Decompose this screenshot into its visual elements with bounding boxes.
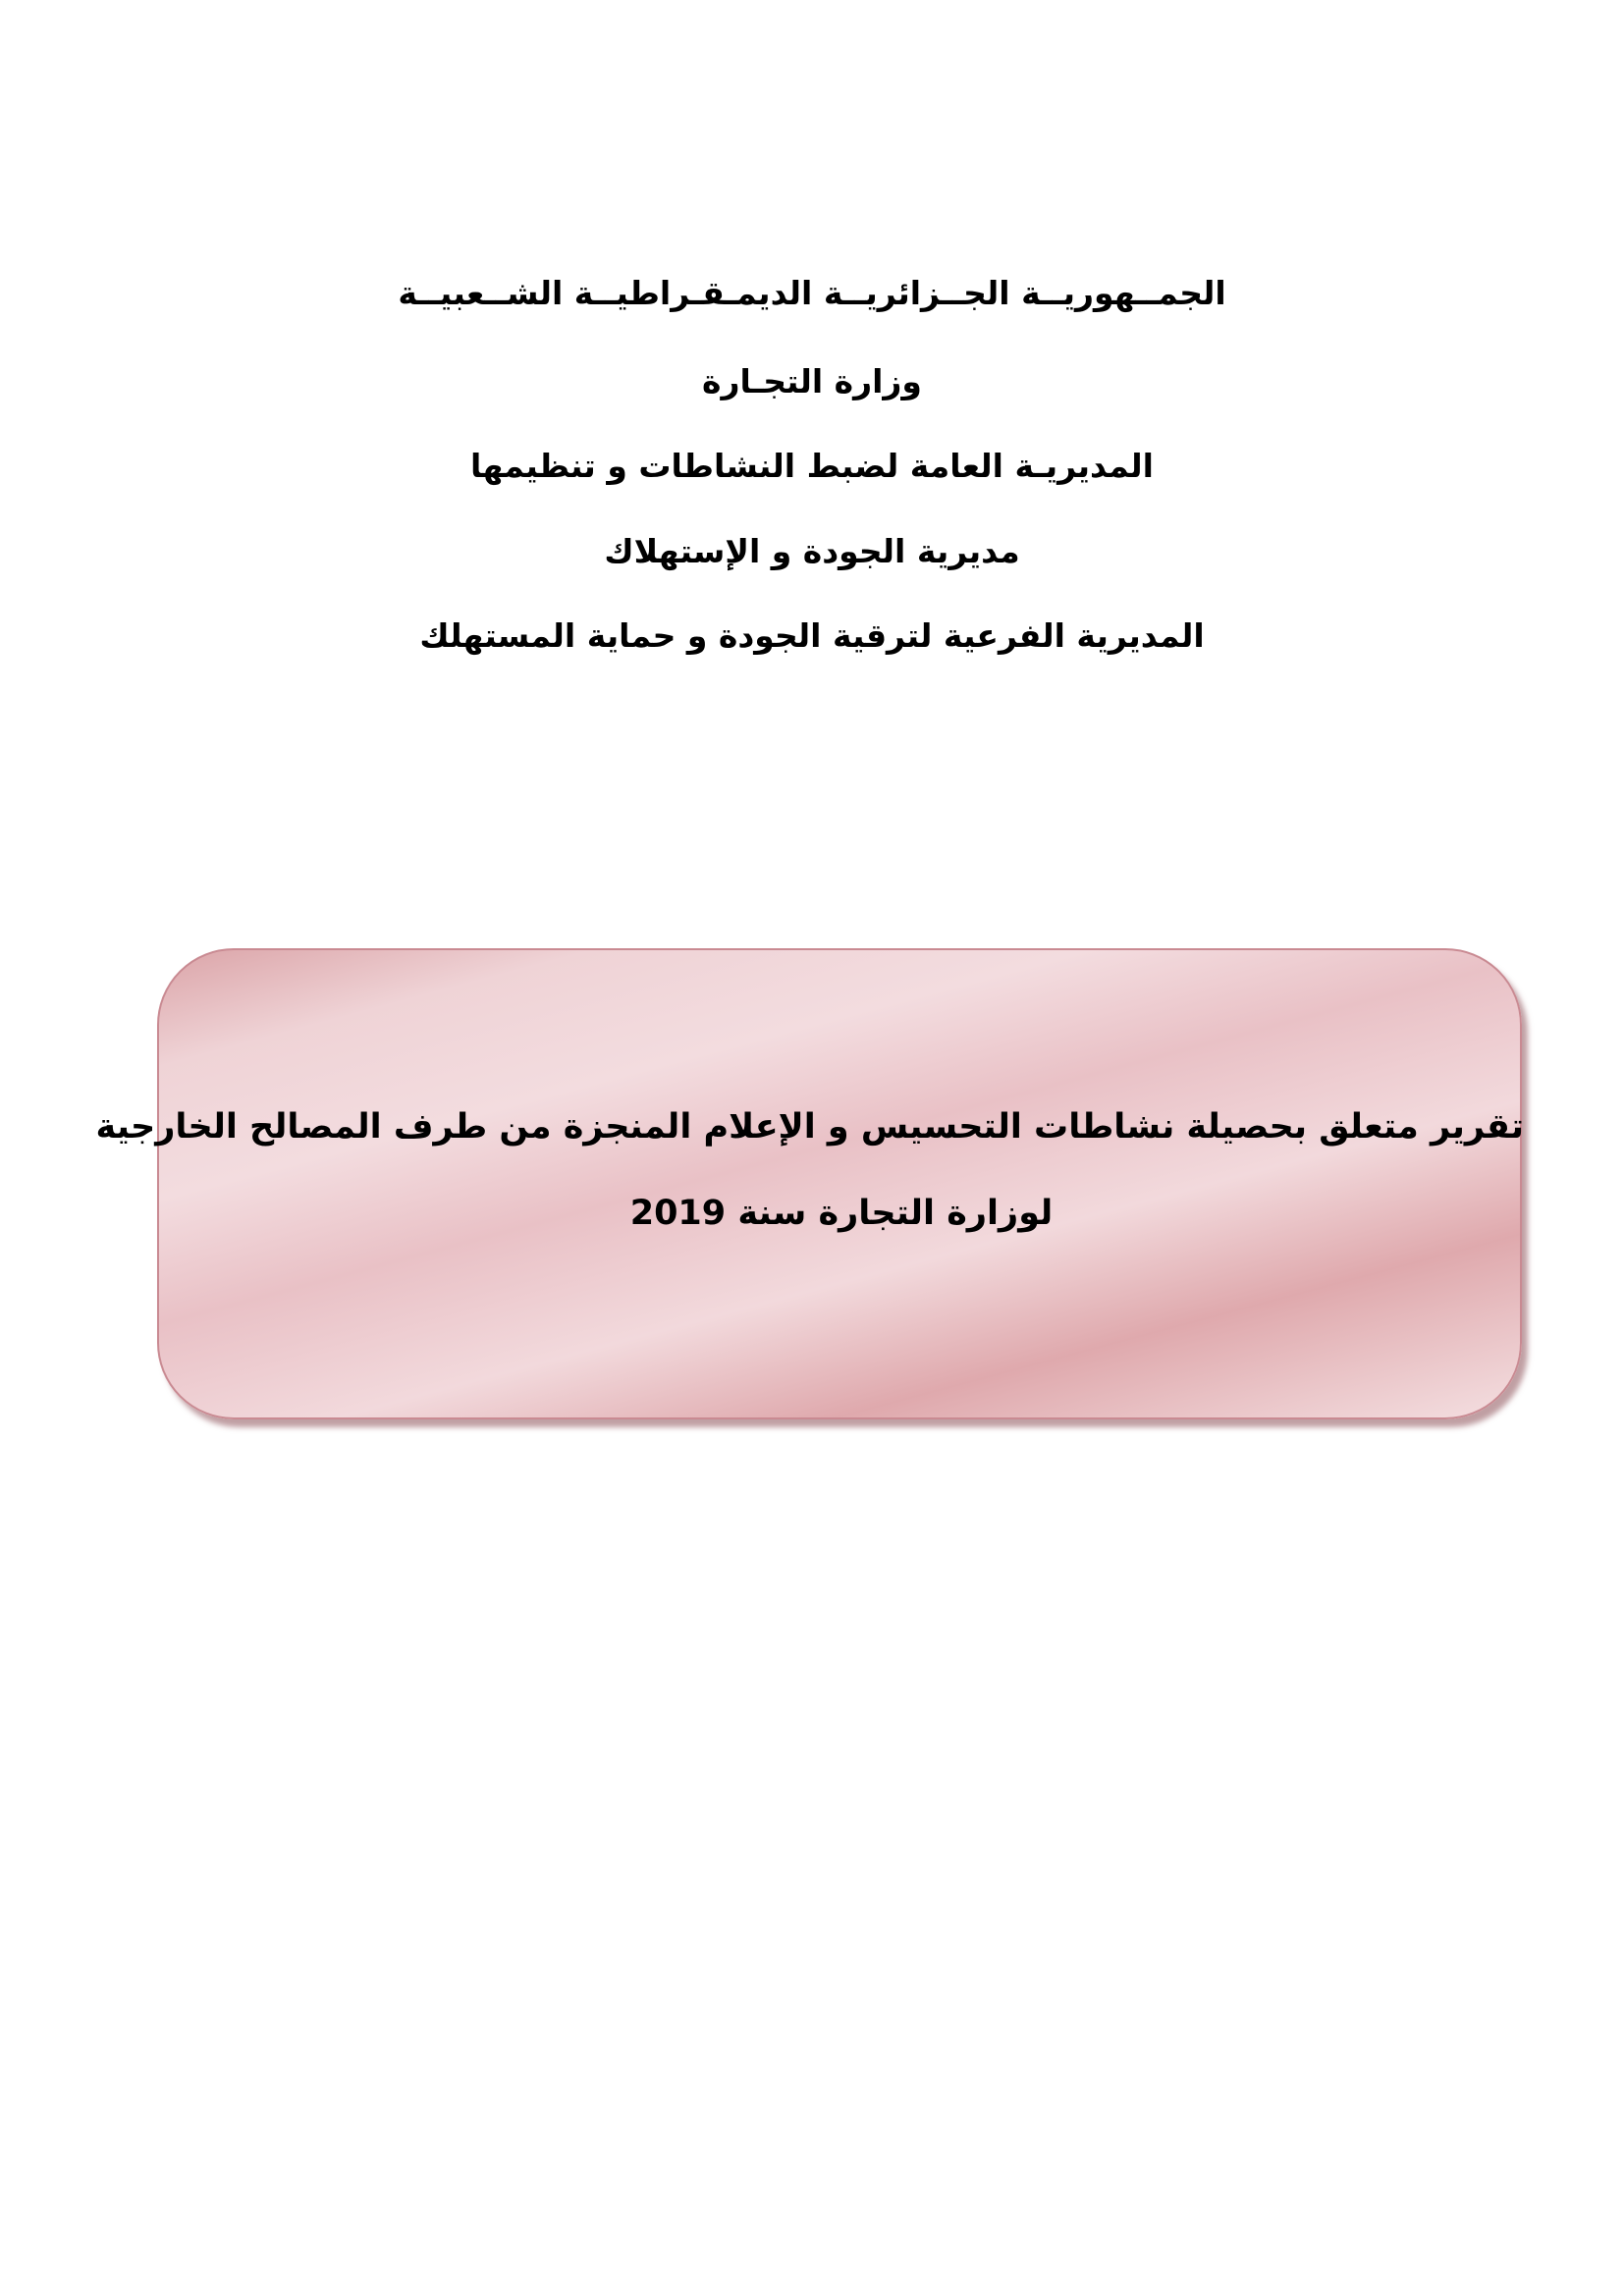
directorate-general-name: المديريـة العامة لضبط النشاطات و تنظيمها <box>470 447 1154 485</box>
report-title-box <box>95 948 1524 1419</box>
report-title: تقرير متعلق بحصيلة نشاطات التحسيس و الإعلام المنجزة من طرف المصالح الخارجية <box>95 1107 1524 1147</box>
directorate-name: مديرية الجودة و الإستهلاك <box>604 532 1020 570</box>
report-subtitle: لوزارة التجارة سنة 2019 <box>629 1194 1054 1233</box>
country-name: الجمــهوريــة الجــزائريــة الديمـقـراطيــة الشــعبيــة <box>398 274 1226 312</box>
ministry-name: وزارة التجـارة <box>702 362 922 400</box>
sub-directorate-name: المديرية الفرعية لترقية الجودة و حماية المستهلك <box>419 616 1205 655</box>
